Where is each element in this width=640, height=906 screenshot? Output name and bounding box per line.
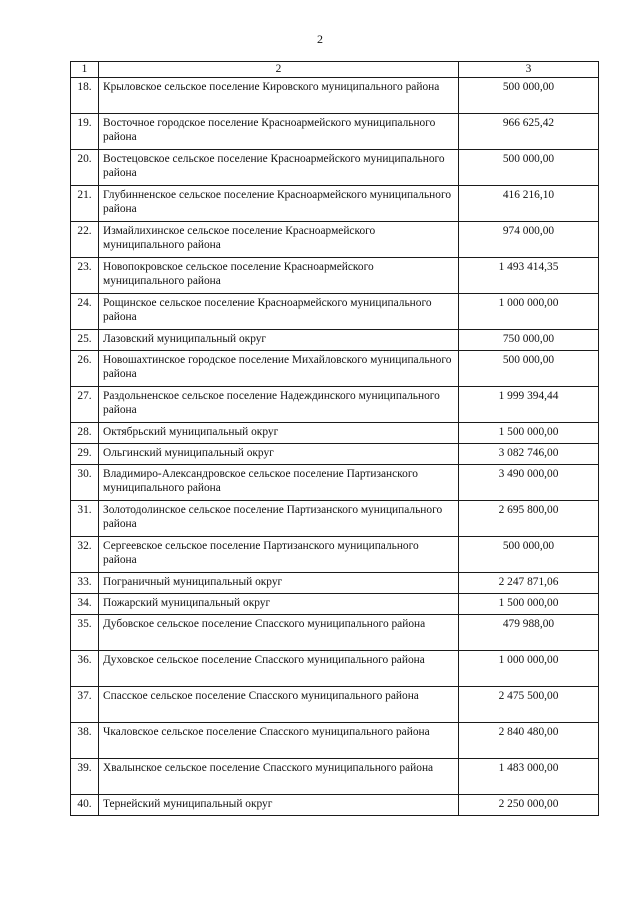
- table-row: [71, 150, 599, 186]
- table-body: [71, 62, 599, 816]
- row-amount: 1 999 394,44: [459, 387, 599, 423]
- row-municipality-name: Сергеевское сельское поселение Партизанского муниципального района: [99, 537, 459, 573]
- row-number: 19.: [71, 114, 99, 150]
- table-header-row: [71, 62, 599, 78]
- table-row: [71, 651, 599, 687]
- row-amount: 416 216,10: [459, 186, 599, 222]
- table-row: [71, 501, 599, 537]
- row-municipality-name: Владимиро-Александровское сельское поселение Партизанского муниципального района: [99, 465, 459, 501]
- row-number: 23.: [71, 258, 99, 294]
- row-number: 24.: [71, 294, 99, 330]
- table-row: [71, 573, 599, 594]
- row-municipality-name: Духовское сельское поселение Спасского муниципального района: [99, 651, 459, 687]
- table-row: [71, 423, 599, 444]
- row-municipality-name: Золотодолинское сельское поселение Партизанского муниципального района: [99, 501, 459, 537]
- table-row: [71, 330, 599, 351]
- allocation-table: [70, 61, 599, 816]
- row-number: 20.: [71, 150, 99, 186]
- row-municipality-name: Дубовское сельское поселение Спасского муниципального района: [99, 615, 459, 651]
- header-cell-number: 1: [71, 62, 99, 78]
- row-municipality-name: Тернейский муниципальный округ: [99, 795, 459, 816]
- row-number: 34.: [71, 594, 99, 615]
- row-number: 36.: [71, 651, 99, 687]
- row-municipality-name: Измайлихинское сельское поселение Красноармейского муниципального района: [99, 222, 459, 258]
- row-amount: 1 500 000,00: [459, 423, 599, 444]
- row-number: 21.: [71, 186, 99, 222]
- table-row: [71, 351, 599, 387]
- row-municipality-name: Раздольненское сельское поселение Надеждинского муниципального района: [99, 387, 459, 423]
- row-municipality-name: Пограничный муниципальный округ: [99, 573, 459, 594]
- row-amount: 750 000,00: [459, 330, 599, 351]
- table-row: [71, 615, 599, 651]
- row-municipality-name: Лазовский муниципальный округ: [99, 330, 459, 351]
- table-row: [71, 258, 599, 294]
- row-number: 29.: [71, 444, 99, 465]
- table-row: [71, 222, 599, 258]
- row-municipality-name: Востецовское сельское поселение Красноармейского муниципального района: [99, 150, 459, 186]
- row-amount: 500 000,00: [459, 78, 599, 114]
- table-row: [71, 78, 599, 114]
- row-amount: 500 000,00: [459, 150, 599, 186]
- table-row: [71, 594, 599, 615]
- row-number: 32.: [71, 537, 99, 573]
- row-amount: 1 493 414,35: [459, 258, 599, 294]
- table-row: [71, 387, 599, 423]
- row-number: 33.: [71, 573, 99, 594]
- row-number: 31.: [71, 501, 99, 537]
- row-number: 28.: [71, 423, 99, 444]
- table-row: [71, 723, 599, 759]
- row-municipality-name: Пожарский муниципальный округ: [99, 594, 459, 615]
- row-number: 27.: [71, 387, 99, 423]
- row-amount: 2 475 500,00: [459, 687, 599, 723]
- table-row: [71, 465, 599, 501]
- row-municipality-name: Рощинское сельское поселение Красноармейского муниципального района: [99, 294, 459, 330]
- row-number: 25.: [71, 330, 99, 351]
- header-cell-name: 2: [99, 62, 459, 78]
- row-municipality-name: Ольгинский муниципальный округ: [99, 444, 459, 465]
- row-number: 35.: [71, 615, 99, 651]
- row-amount: 2 250 000,00: [459, 795, 599, 816]
- row-number: 37.: [71, 687, 99, 723]
- row-number: 26.: [71, 351, 99, 387]
- row-number: 39.: [71, 759, 99, 795]
- row-amount: 2 695 800,00: [459, 501, 599, 537]
- row-number: 22.: [71, 222, 99, 258]
- row-municipality-name: Крыловское сельское поселение Кировского муниципального района: [99, 78, 459, 114]
- row-number: 30.: [71, 465, 99, 501]
- row-amount: 3 490 000,00: [459, 465, 599, 501]
- row-number: 40.: [71, 795, 99, 816]
- row-municipality-name: Глубинненское сельское поселение Красноармейского муниципального района: [99, 186, 459, 222]
- row-amount: 1 483 000,00: [459, 759, 599, 795]
- row-amount: 966 625,42: [459, 114, 599, 150]
- row-municipality-name: Хвалынское сельское поселение Спасского муниципального района: [99, 759, 459, 795]
- table-row: [71, 186, 599, 222]
- row-number: 38.: [71, 723, 99, 759]
- table-row: [71, 537, 599, 573]
- table-row: [71, 114, 599, 150]
- row-amount: 1 000 000,00: [459, 651, 599, 687]
- row-municipality-name: Спасское сельское поселение Спасского муниципального района: [99, 687, 459, 723]
- row-amount: 500 000,00: [459, 351, 599, 387]
- table-row: [71, 444, 599, 465]
- row-municipality-name: Чкаловское сельское поселение Спасского муниципального района: [99, 723, 459, 759]
- row-amount: 2 840 480,00: [459, 723, 599, 759]
- table-row: [71, 795, 599, 816]
- table-row: [71, 687, 599, 723]
- page-number: 2: [317, 32, 323, 46]
- row-amount: 1 500 000,00: [459, 594, 599, 615]
- row-amount: 500 000,00: [459, 537, 599, 573]
- row-amount: 479 988,00: [459, 615, 599, 651]
- row-municipality-name: Восточное городское поселение Красноармейского муниципального района: [99, 114, 459, 150]
- row-municipality-name: Новошахтинское городское поселение Михайловского муниципального района: [99, 351, 459, 387]
- row-amount: 2 247 871,06: [459, 573, 599, 594]
- header-cell-amount: 3: [459, 62, 599, 78]
- table-row: [71, 759, 599, 795]
- table-row: [71, 294, 599, 330]
- row-amount: 3 082 746,00: [459, 444, 599, 465]
- row-amount: 974 000,00: [459, 222, 599, 258]
- row-number: 18.: [71, 78, 99, 114]
- row-municipality-name: Октябрьский муниципальный округ: [99, 423, 459, 444]
- row-amount: 1 000 000,00: [459, 294, 599, 330]
- row-municipality-name: Новопокровское сельское поселение Красноармейского муниципального района: [99, 258, 459, 294]
